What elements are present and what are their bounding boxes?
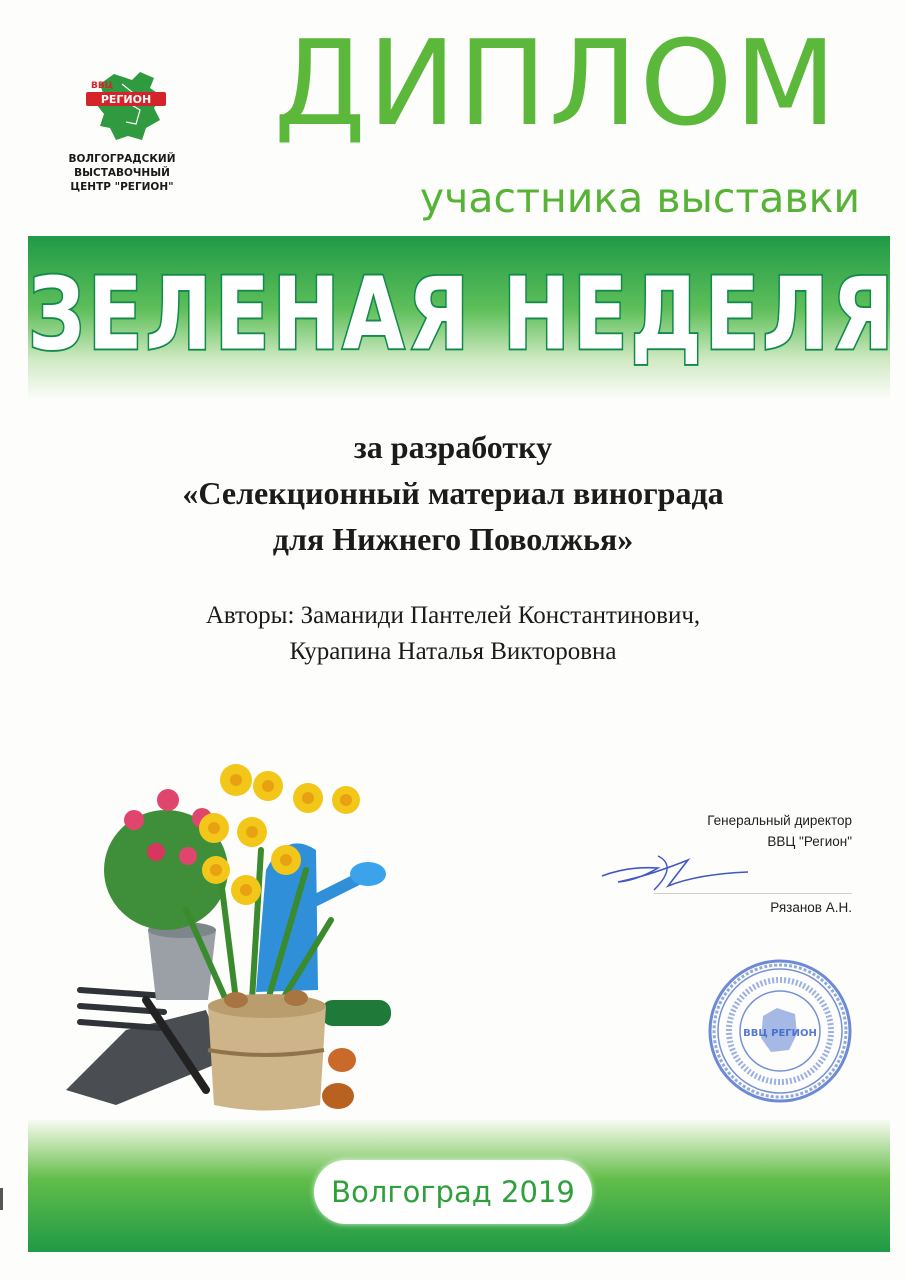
logo-main-text: РЕГИОН <box>100 93 152 106</box>
handwritten-signature <box>598 846 758 896</box>
signatory-name: Рязанов А.Н. <box>770 900 852 915</box>
signatory-title-line-2: ВВЦ "Регион" <box>767 834 852 849</box>
garden-illustration <box>56 760 416 1120</box>
organizer-name <box>52 152 192 194</box>
event-name: ЗЕЛЕНАЯ НЕДЕЛЯ <box>28 256 897 373</box>
authors-line-2: Курапина Наталья Викторовна <box>289 638 617 665</box>
stamp-center-text: ВВЦ РЕГИОН <box>743 1028 817 1039</box>
official-stamp <box>705 956 855 1106</box>
organizer-line-1: ВОЛГОГРАДСКИЙ <box>68 153 176 165</box>
signature-line <box>654 893 852 894</box>
logo-top-text: ВВЦ <box>90 81 114 91</box>
organizer-line-3: ЦЕНТР "РЕГИОН" <box>70 181 174 193</box>
award-line-1: за разработку <box>353 429 553 465</box>
scan-edge-mark <box>0 1188 3 1210</box>
city-year: Волгоград 2019 <box>331 1175 575 1209</box>
vvc-region-logo <box>70 66 182 142</box>
signatory-title-line-1: Генеральный директор <box>707 813 852 828</box>
diploma-subtitle: участника выставки <box>419 174 860 222</box>
award-text <box>40 424 866 562</box>
award-line-3: для Нижнего Поволжья» <box>272 521 634 557</box>
authors-line-1: Авторы: Заманиди Пантелей Константинович, <box>205 602 701 629</box>
organizer-line-2: ВЫСТАВОЧНЫЙ <box>74 167 170 179</box>
diploma-title: ДИПЛОМ <box>273 14 839 152</box>
award-line-2: «Селекционный материал винограда <box>182 475 724 511</box>
authors-text <box>40 598 866 670</box>
